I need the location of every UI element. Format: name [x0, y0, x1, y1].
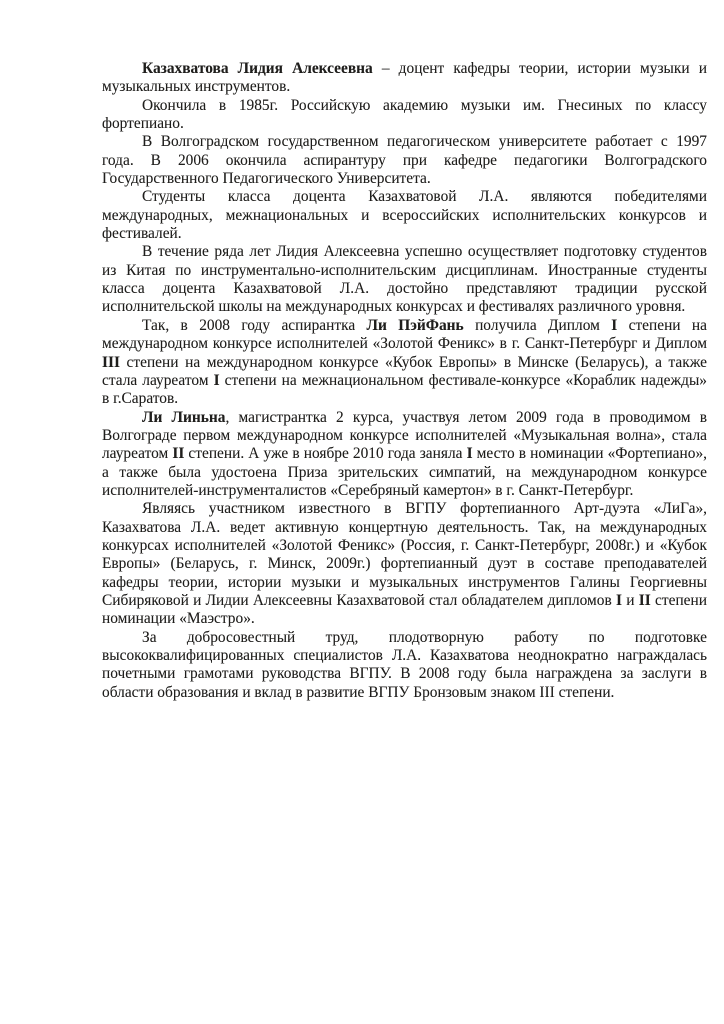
paragraph-7 [102, 409, 707, 501]
paragraph-5 [102, 243, 707, 316]
text-run: степени на межнациональном фестивале-конкурсе «Кораблик надежды» в г.Саратов. [102, 371, 708, 408]
bold-text-run: I [213, 371, 220, 389]
text-run: Являясь участником известного в ВГПУ фортепианного Арт-дуэта «ЛиГа», Казахватова Л.А. ведет активную концертную деятельность. Так, на международных конкурсах исполнителей «Золотой Феникс» (Россия, г. Санкт-Петербург, 2008г.) и «Кубок Европы» (Беларусь, г. Минск, 2009г.) фортепианный дуэт в составе преподавателей кафедры теории, истории музыки и музыкальных инструментов Галины Георгиевны Сибиряковой и Лидии Алексеевны Казахватовой стал обладателем дипломов [102, 500, 707, 609]
text-run: , магистрантка 2 курса, участвуя летом 2009 года в проводимом в Волгограде первом международном конкурсе исполнителей «Музыкальная волна», стала лауреатом [102, 408, 707, 463]
text-run: степени. А уже в ноябре 2010 года заняла [184, 445, 467, 463]
text-run: Окончила в 1985г. Российскую академию музыки им. Гнесиных по классу фортепиано. [102, 96, 707, 133]
text-run: и [622, 591, 639, 609]
text-run: – доцент кафедры теории, истории музыки и музыкальных инструментов. [102, 60, 707, 96]
bold-text-run: II [172, 445, 185, 463]
bold-text-run: I [611, 316, 618, 334]
text-run: степени на международном конкурсе исполнителей «Золотой Феникс» в г. Санкт-Петербург и Диплом [102, 316, 707, 353]
paragraph-2 [102, 97, 707, 134]
paragraph-3 [102, 133, 707, 188]
text-run: получила Диплом [463, 316, 612, 334]
bold-text-run: Ли ПэйФань [366, 316, 464, 334]
text-run: Так, в 2008 году аспирантка [142, 316, 367, 334]
paragraph-1 [102, 60, 707, 97]
paragraph-4 [102, 188, 707, 243]
bold-text-run: II [638, 591, 651, 609]
paragraph-8 [102, 500, 707, 628]
text-run: место в номинации «Фортепиано», а также была удостоена Приза зрительских симпатий, на международном конкурсе исполнителей-инструменталистов «Серебряный камертон» в г. Санкт-Петербург. [102, 445, 707, 499]
bold-text-run: Казахватова Лидия Алексеевна [142, 60, 373, 77]
bold-text-run: Ли Линьна [142, 408, 226, 426]
text-run: степени номинации «Маэстро». [102, 591, 707, 628]
text-run: степени на международном конкурсе «Кубок Европы» в Минске (Беларусь), а также стала лауреатом [102, 353, 707, 389]
text-run: В течение ряда лет Лидия Алексеевна успешно осуществляет подготовку студентов из Китая по инструментально-исполнительским дисциплинам. Иностранные студенты класса доцента Казахватовой Л.А. достойно представляют традиции русской исполнительской школы на международных конкурсах и фестивалях различного уровня. [102, 243, 707, 316]
bold-text-run: I [616, 591, 622, 609]
text-run: За добросовестный труд, плодотворную работу по подготовке высококвалифицированных специалистов Л.А. Казахватова неоднократно награждалась почетными грамотами руководства ВГПУ. В 2008 году была награждена за заслуги в области образования и вклад в развитие ВГПУ Бронзовым знаком III степени. [102, 628, 707, 701]
bold-text-run: I [466, 445, 473, 463]
paragraph-6 [102, 317, 707, 409]
text-run: Студенты класса доцента Казахватовой Л.А. являются победителями международных, межнациональных и всероссийских исполнительских конкурсов и фестивалей. [102, 188, 707, 243]
paragraph-9 [102, 629, 707, 702]
bold-text-run: III [102, 353, 120, 371]
text-run: В Волгоградском государственном педагогическом университете работает с 1997 года. В 2006 окончила аспирантуру при кафедре педагогики Волгоградского Государственного Педагогического Университета. [102, 133, 707, 188]
document-body [102, 60, 707, 702]
